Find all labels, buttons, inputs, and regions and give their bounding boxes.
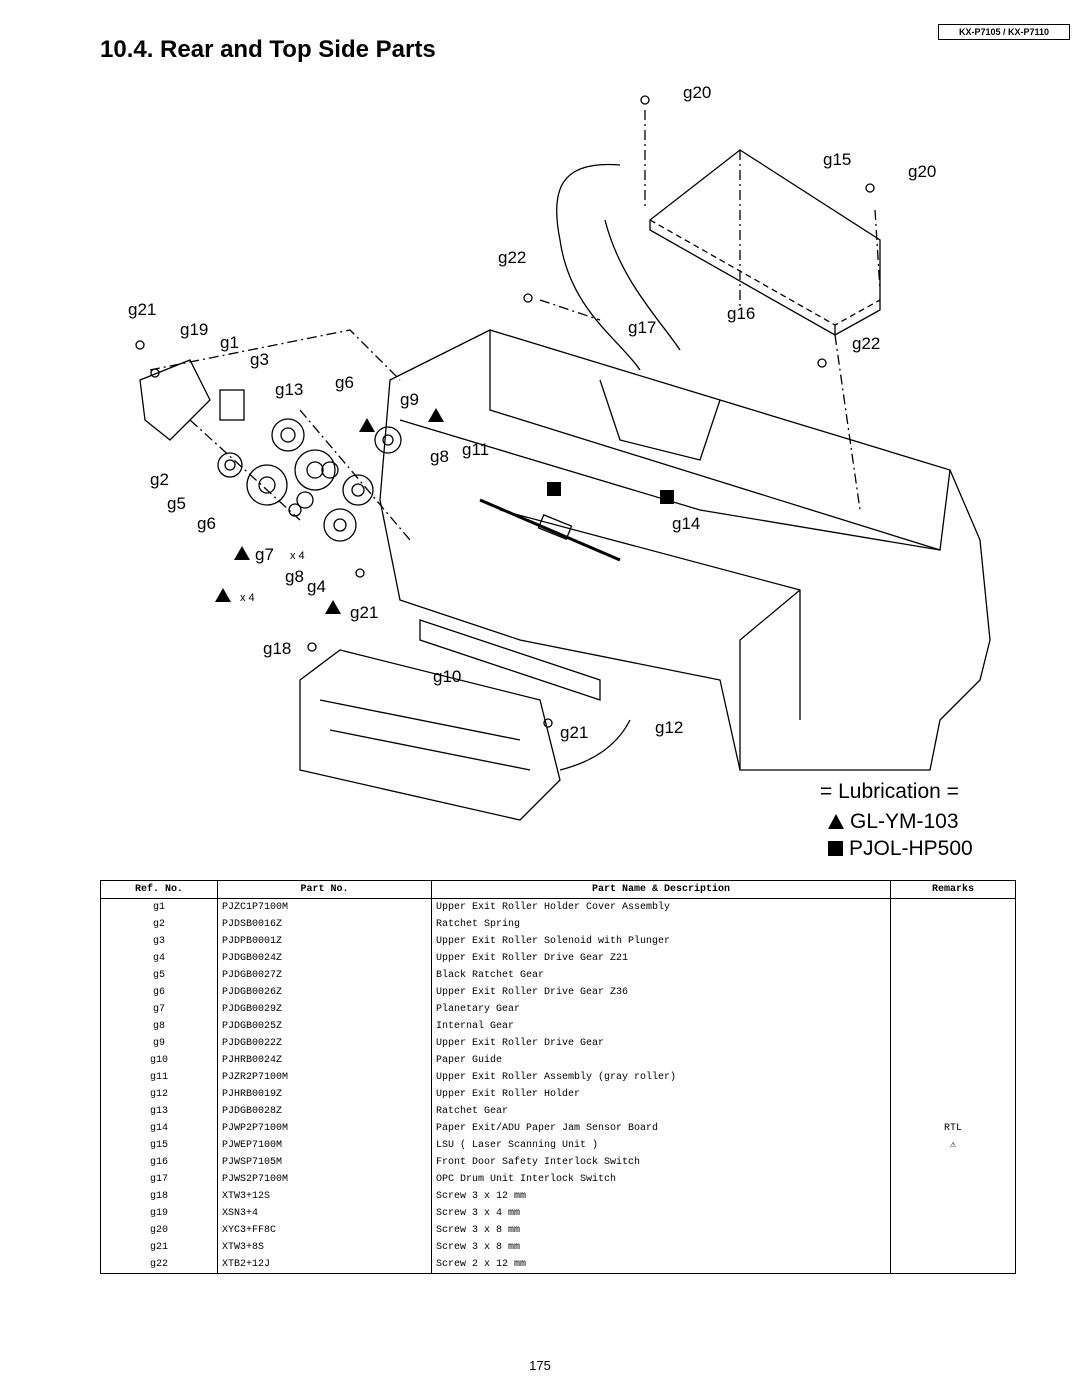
callout-g2: g2	[150, 470, 169, 489]
part-no-cell: XTB2+12J	[218, 1256, 432, 1274]
ref-no-cell: g21	[101, 1239, 218, 1256]
page-title: 10.4. Rear and Top Side Parts	[100, 36, 436, 63]
table-row	[101, 1052, 1016, 1069]
part-name-cell: Ratchet Gear	[432, 1103, 891, 1120]
part-no-cell: PJWP2P7100M	[218, 1120, 432, 1137]
callout-g8: g8	[430, 447, 449, 466]
remarks-cell	[891, 1222, 1016, 1239]
part-name-cell: Screw 2 x 12 mm	[432, 1256, 891, 1274]
lubrication-title: = Lubrication =	[820, 780, 959, 803]
ref-no-cell: g18	[101, 1188, 218, 1205]
triangle-marker-icon	[828, 814, 844, 829]
table-row	[101, 984, 1016, 1001]
ref-no-cell: g5	[101, 967, 218, 984]
square-lubricant-label: PJOL-HP500	[849, 837, 973, 860]
page-number: 175	[529, 1358, 551, 1373]
part-name-cell: Screw 3 x 12 mm	[432, 1188, 891, 1205]
part-name-cell: Upper Exit Roller Drive Gear	[432, 1035, 891, 1052]
part-no-cell: PJWS2P7100M	[218, 1171, 432, 1188]
part-no-cell: PJDGB0025Z	[218, 1018, 432, 1035]
part-name-cell: LSU ( Laser Scanning Unit )	[432, 1137, 891, 1154]
ref-no-cell: g1	[101, 899, 218, 917]
table-row	[101, 1018, 1016, 1035]
part-no-cell: PJHRB0024Z	[218, 1052, 432, 1069]
ref-no-cell: g7	[101, 1001, 218, 1018]
remarks-cell	[891, 899, 1016, 917]
ref-no-cell: g6	[101, 984, 218, 1001]
callout-g18: g18	[263, 639, 292, 658]
table-row	[101, 1103, 1016, 1120]
ref-no-cell: g16	[101, 1154, 218, 1171]
part-name-cell: Black Ratchet Gear	[432, 967, 891, 984]
callout-g4: g4	[307, 577, 326, 596]
lubrication-square-row	[828, 837, 973, 861]
table-row	[101, 1239, 1016, 1256]
table-row	[101, 1188, 1016, 1205]
callout-g3: g3	[250, 350, 269, 369]
remarks-cell	[891, 1239, 1016, 1256]
table-row	[101, 899, 1016, 917]
part-name-cell: Upper Exit Roller Holder Cover Assembly	[432, 899, 891, 917]
part-name-cell: Upper Exit Roller Drive Gear Z36	[432, 984, 891, 1001]
part-no-cell: PJDSB0016Z	[218, 916, 432, 933]
table-row	[101, 1137, 1016, 1154]
ref-no-cell: g4	[101, 950, 218, 967]
ref-no-cell: g3	[101, 933, 218, 950]
callout-g21: g21	[128, 300, 157, 319]
table-row	[101, 1035, 1016, 1052]
remarks-cell	[891, 950, 1016, 967]
part-no-cell: PJDGB0024Z	[218, 950, 432, 967]
callout-g21: g21	[350, 603, 379, 622]
part-name-cell: Paper Guide	[432, 1052, 891, 1069]
ref-no-cell: g10	[101, 1052, 218, 1069]
part-name-cell: Screw 3 x 8 mm	[432, 1239, 891, 1256]
part-name-cell: Front Door Safety Interlock Switch	[432, 1154, 891, 1171]
part-name-cell: Paper Exit/ADU Paper Jam Sensor Board	[432, 1120, 891, 1137]
callout-g11: g11	[462, 440, 490, 459]
ref-no-cell: g2	[101, 916, 218, 933]
callout-g14: g14	[672, 514, 701, 533]
part-no-cell: PJZC1P7100M	[218, 899, 432, 917]
callout-g22: g22	[852, 334, 881, 353]
remarks-cell	[891, 933, 1016, 950]
remarks-cell	[891, 916, 1016, 933]
ref-no-cell: g11	[101, 1069, 218, 1086]
table-row	[101, 933, 1016, 950]
part-no-cell: PJHRB0019Z	[218, 1086, 432, 1103]
callout-x4: x 4	[290, 550, 305, 562]
remarks-cell	[891, 1256, 1016, 1274]
callout-g6: g6	[197, 514, 216, 533]
callout-g22: g22	[498, 248, 527, 267]
callout-g17: g17	[628, 318, 657, 337]
part-name-cell: Screw 3 x 8 mm	[432, 1222, 891, 1239]
part-no-cell: PJZR2P7100M	[218, 1069, 432, 1086]
part-name-cell: Upper Exit Roller Drive Gear Z21	[432, 950, 891, 967]
part-no-cell: XYC3+FF8C	[218, 1222, 432, 1239]
part-no-cell: XTW3+12S	[218, 1188, 432, 1205]
remarks-cell	[891, 1188, 1016, 1205]
part-no-cell: PJWEP7100M	[218, 1137, 432, 1154]
callout-x4: x 4	[240, 592, 255, 604]
part-name-cell: Internal Gear	[432, 1018, 891, 1035]
ref-no-cell: g9	[101, 1035, 218, 1052]
remarks-cell	[891, 984, 1016, 1001]
callout-g20: g20	[908, 162, 937, 181]
part-no-cell: PJWSP7105M	[218, 1154, 432, 1171]
remarks-cell	[891, 1205, 1016, 1222]
part-no-cell: PJDGB0029Z	[218, 1001, 432, 1018]
callout-g8: g8	[285, 567, 304, 586]
part-name-cell: Screw 3 x 4 mm	[432, 1205, 891, 1222]
part-no-cell: PJDGB0022Z	[218, 1035, 432, 1052]
remarks-cell	[891, 1035, 1016, 1052]
remarks-cell	[891, 1086, 1016, 1103]
remarks-cell	[891, 967, 1016, 984]
ref-no-cell: g12	[101, 1086, 218, 1103]
part-no-cell: PJDPB0001Z	[218, 933, 432, 950]
callout-g12: g12	[655, 718, 684, 737]
table-row	[101, 1154, 1016, 1171]
part-no-cell: XTW3+8S	[218, 1239, 432, 1256]
part-name-cell: Upper Exit Roller Assembly (gray roller)	[432, 1069, 891, 1086]
table-row	[101, 1256, 1016, 1274]
table-row	[101, 1120, 1016, 1137]
part-name-cell: Upper Exit Roller Holder	[432, 1086, 891, 1103]
part-name-cell: Ratchet Spring	[432, 916, 891, 933]
ref-no-cell: g14	[101, 1120, 218, 1137]
remarks-cell	[891, 1018, 1016, 1035]
col-ref-no: Ref. No.	[101, 881, 218, 899]
diagram-drawing	[100, 80, 1000, 870]
lubrication-triangle-row	[828, 810, 959, 834]
callout-g5: g5	[167, 494, 186, 513]
ref-no-cell: g13	[101, 1103, 218, 1120]
part-no-cell: PJDGB0026Z	[218, 984, 432, 1001]
table-row	[101, 950, 1016, 967]
part-no-cell: XSN3+4	[218, 1205, 432, 1222]
table-row	[101, 1069, 1016, 1086]
callout-g16: g16	[727, 304, 756, 323]
ref-no-cell: g19	[101, 1205, 218, 1222]
parts-table	[100, 880, 1016, 1274]
callout-g21: g21	[560, 723, 589, 742]
ref-no-cell: g8	[101, 1018, 218, 1035]
table-header-row	[101, 881, 1016, 899]
remarks-cell	[891, 1171, 1016, 1188]
callout-g19: g19	[180, 320, 209, 339]
ref-no-cell: g17	[101, 1171, 218, 1188]
callout-g1: g1	[220, 333, 239, 352]
col-part-no: Part No.	[218, 881, 432, 899]
model-number-box: KX-P7105 / KX-P7110	[938, 24, 1070, 40]
col-remarks: Remarks	[891, 881, 1016, 899]
part-no-cell: PJDGB0028Z	[218, 1103, 432, 1120]
remarks-cell	[891, 1001, 1016, 1018]
callout-g6: g6	[335, 373, 354, 392]
table-row	[101, 1205, 1016, 1222]
remarks-cell	[891, 1154, 1016, 1171]
table-row	[101, 1222, 1016, 1239]
table-row	[101, 967, 1016, 984]
parts-table-body	[101, 899, 1016, 1274]
triangle-lubricant-label: GL-YM-103	[850, 810, 959, 833]
col-part-name: Part Name & Description	[432, 881, 891, 899]
remarks-cell	[891, 1069, 1016, 1086]
square-marker-icon	[828, 841, 843, 856]
ref-no-cell: g15	[101, 1137, 218, 1154]
callout-g15: g15	[823, 150, 852, 169]
part-name-cell: OPC Drum Unit Interlock Switch	[432, 1171, 891, 1188]
table-row	[101, 1001, 1016, 1018]
part-name-cell: Planetary Gear	[432, 1001, 891, 1018]
ref-no-cell: g22	[101, 1256, 218, 1274]
remarks-cell	[891, 1052, 1016, 1069]
remarks-cell: RTL	[891, 1120, 1016, 1137]
table-row	[101, 916, 1016, 933]
remarks-cell	[891, 1103, 1016, 1120]
callout-g20: g20	[683, 83, 712, 102]
ref-no-cell: g20	[101, 1222, 218, 1239]
table-row	[101, 1086, 1016, 1103]
part-name-cell: Upper Exit Roller Solenoid with Plunger	[432, 933, 891, 950]
callout-g13: g13	[275, 380, 304, 399]
table-row	[101, 1171, 1016, 1188]
callout-g10: g10	[433, 667, 462, 686]
callout-g9: g9	[400, 390, 419, 409]
exploded-parts-diagram	[100, 80, 1000, 870]
callout-g7: g7	[255, 545, 274, 564]
remarks-cell: ⚠	[891, 1137, 1016, 1154]
part-no-cell: PJDGB0027Z	[218, 967, 432, 984]
